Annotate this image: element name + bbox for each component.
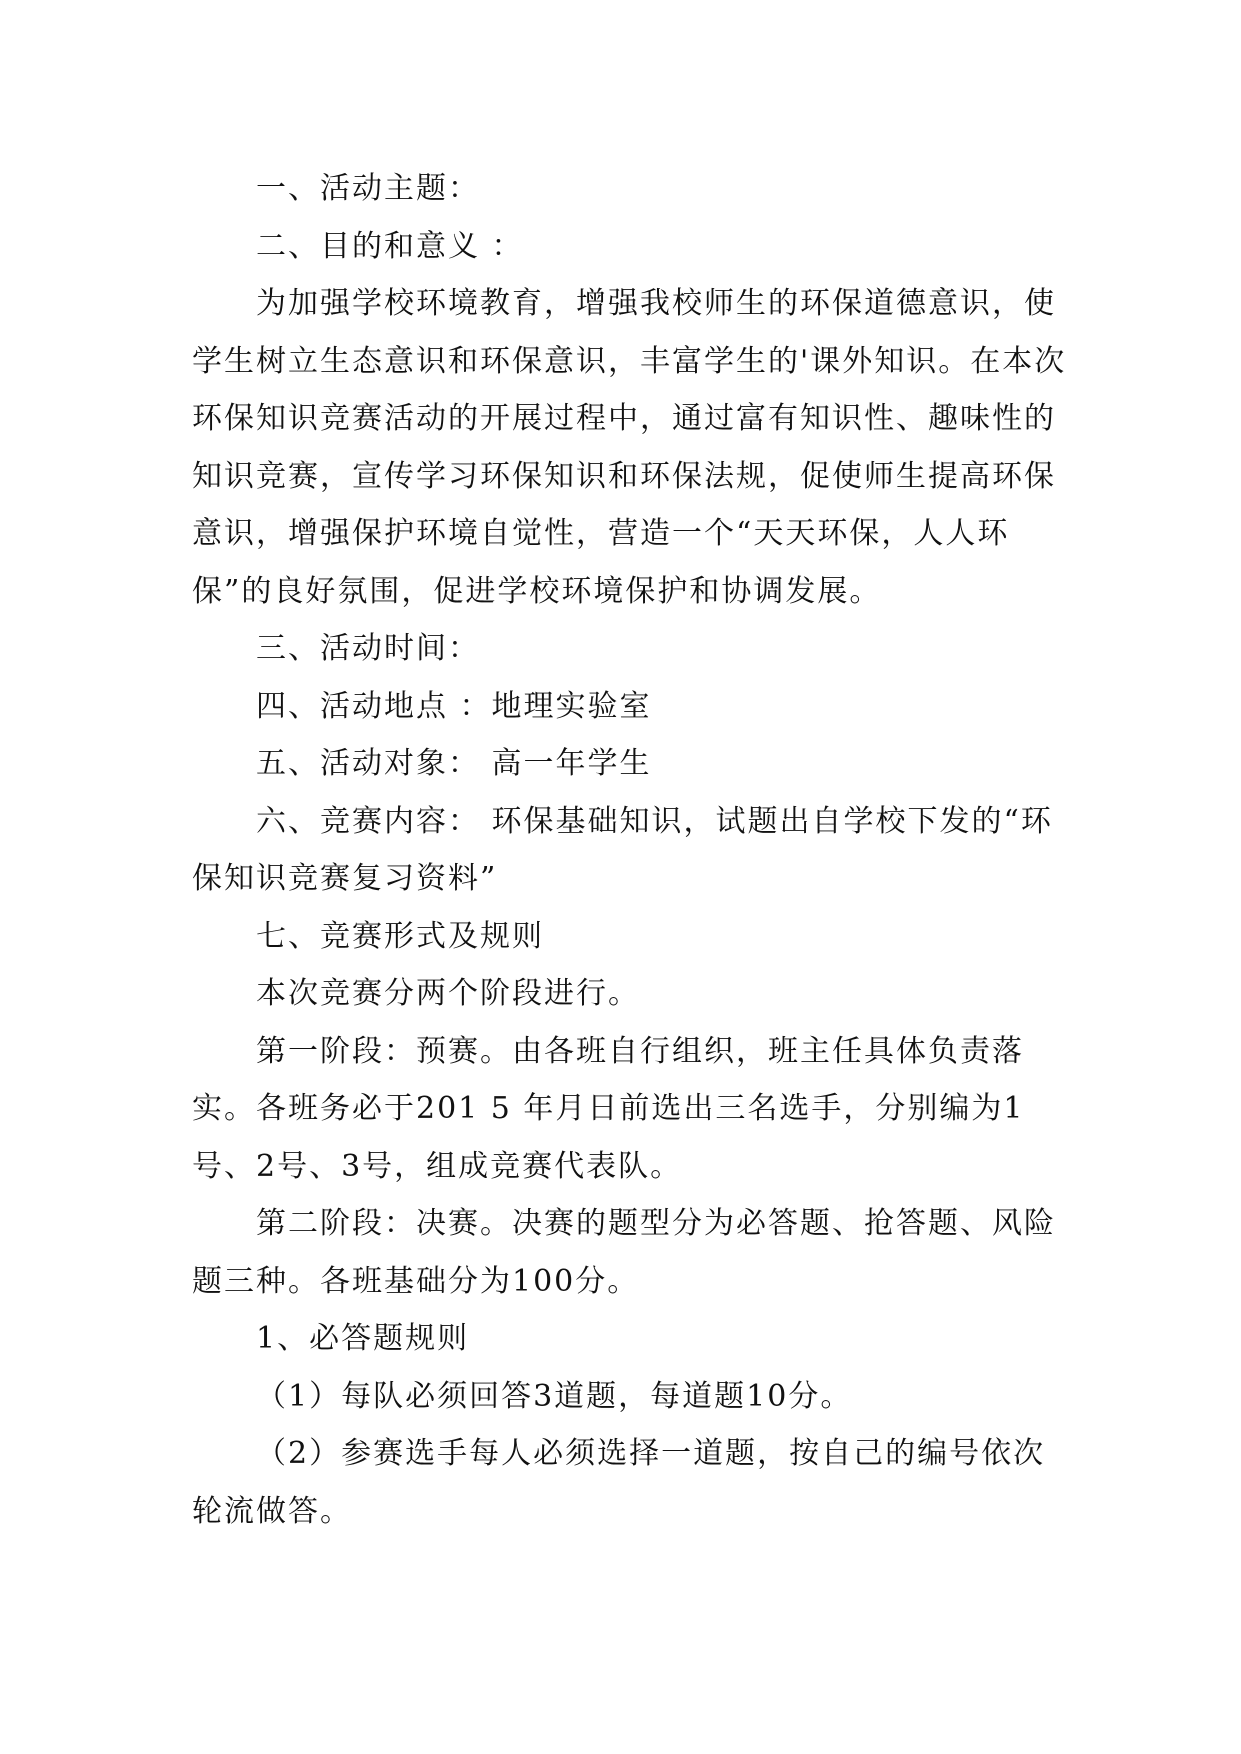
document-body [192,160,1072,1540]
heading-activity-theme: 一、活动主题： [256,171,480,206]
paragraph-two-stages: 本次竞赛分两个阶段进行。 [256,976,640,1011]
heading-activity-time: 三、活动时间： [256,631,480,666]
paragraph-contest-content: 六、竞赛内容： 环保基础知识，试题出自学校下发的“环保知识竞赛复习资料” [192,803,1053,896]
heading-required-questions: 1、必答题规则 [256,1321,470,1356]
heading-activity-target: 五、活动对象： 高一年学生 [256,746,652,781]
rule-item-2: （2）参赛选手每人必须选择一道题，按自己的编号依次轮流做答。 [192,1436,1046,1529]
paragraph-stage-one: 第一阶段：预赛。由各班自行组织，班主任具体负责落实。各班务必于201 5 年月日前选出三名选手，分别编为1号、2号、3号，组成竞赛代表队。 [192,1033,1025,1184]
heading-purpose: 二、目的和意义 ： [256,228,524,264]
paragraph-purpose-body: 为加强学校环境教育，增强我校师生的环保道德意识，使学生树立生态意识和环保意识，丰富学生的'课外知识。在本次环保知识竞赛活动的开展过程中，通过富有知识性、趣味性的知识竞赛，宣传学习环保知识和环保法规，促使师生提高环保意识，增强保护环境自觉性，营造一个“天天环保，人人环保”的良好氛围，促进学校环境保护和协调发展。 [192,286,1067,609]
rule-item-1: （1）每队必须回答3道题，每道题10分。 [256,1378,853,1414]
heading-contest-rules: 七、竞赛形式及规则 [256,918,544,954]
paragraph-stage-two: 第二阶段：决赛。决赛的题型分为必答题、抢答题、风险题三种。各班基础分为100分。 [192,1206,1056,1299]
heading-activity-location: 四、活动地点 ：地理实验室 [256,688,652,724]
